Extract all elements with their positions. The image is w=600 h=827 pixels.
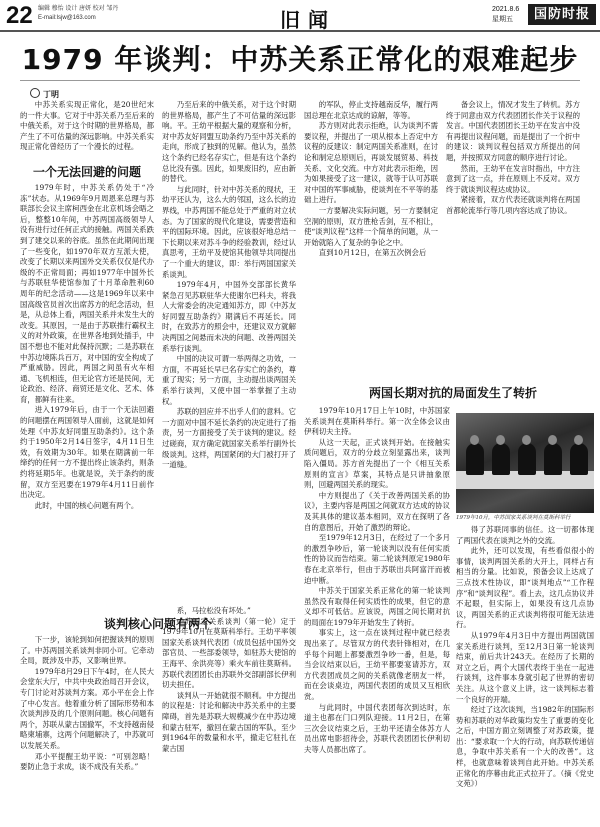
paragraph: 此外，还可以发现，有些看似很小的事情，谈判两国关系的大开上，同样占有相当的分量。比如说，预备会议上达成了三点技术性协议，即“谈判地点”“工作程序”和“谈判议程”。看上去，这几点协议并不起眼，但实际上，如果没有这几点协议，两国关系的正式谈判将很可能无法进行。 xyxy=(456,546,594,630)
paragraph: 1979年8月29日下午4时，在人民大会堂东大厅，中共中央政治局召开会议，专门讨论对苏谈判方案。邓小平在会上作了中心发言。他着重分析了国际形势和本次谈判涉及的几个原则问题。核心问题有两个，苏联从蒙古国撤军，不支持越南侵略柬埔寨，这两个问题解决了，中苏就可以发展关系。 xyxy=(20,666,154,750)
subheading-1: 一个无法回避的问题 xyxy=(32,165,141,179)
paragraph: 经过了这次谈判，当1982年的国际形势和苏联的对华政策均发生了重要的变化之后，中国方面立刻调整了对苏政策，提出：“要求取一个大的行动，向苏联传递信息，争取中苏关系有一个大的改善”。这样，也就意味着谈判自此开始。中苏关系正常化的序幕由此正式拉开了。（摘《党史文苑》） xyxy=(456,705,594,789)
paragraph: 备会议上，情况才发生了转机。苏方终于同意由双方代表团团长作关于议程的发言。中国代表团团长王幼平在发言中没有再提出议程问题，而是提出了一个折中的建议：谈判议程包括双方所提出的问题，并按照双方同意的顺序进行讨论。 xyxy=(446,100,580,162)
column-1-top xyxy=(20,183,154,611)
subheading-3: 两国长期对抗的局面发生了转折 xyxy=(368,386,537,400)
paragraph: 系，马拉松没有坏处。” xyxy=(176,606,251,615)
paragraph: 此时，中国的核心问题有两个。 xyxy=(34,500,139,510)
photo-head-shape xyxy=(548,435,557,445)
author-byline xyxy=(30,88,59,100)
column-4-bottom xyxy=(456,525,594,823)
paragraph: 紧接着，双方代表还就谈判将在两国首都轮流举行等几项内容达成了协议。 xyxy=(446,195,580,215)
column-3-bottom xyxy=(304,406,450,823)
paragraph: 与此同时，针对中苏关系的现状，王幼平还认为，这么大的邻国，这么长的边界线，中苏两国不能总处于严重的对立状态。为了国家的现代化建设，需要营造和平的国际环境。因此，应该很好地总结一下长期以来对苏斗争的经验教训，经过认真思考，王幼平及使馆其他领导共同提出了一个重大的建议，即：举行两国国家关系谈判。 xyxy=(162,184,296,279)
paragraph: 1979年时，中苏关系仍处于“冷冻”状态。从1969年9月周恩来总理与苏联部长会议主席柯西金在北京机场会晤之后，整整10年间，中苏两国高级领导人没有进行过任何正式的接触。两国关系跌到了建交以来的谷底。虽然在此期间出现了一些变化，如1970年双方互派大使，改变了长期以来两国外交关系仅仅是代办级的不正常局面；再如1977年中国外长与苏联驻华使馆参加了十月革命胜利60周年的纪念活动——这是1969年以来中国高级官员首次出席苏方的纪念活动，但是，从总体上看，两国关系并未发生大的改变。其原因，一是由于苏联推行霸权主义的对外政策，在世界各地到处插手，中国不想也不能对此保持沉默；二是苏联在中苏边境陈兵百万，对中国的安全构成了严重威胁。因此，两国之间虽有火车相通、飞机相连，但无论官方还是民间，无论政治、经济、商贸还是文化、艺术、体育，都鲜有往来。 xyxy=(20,183,154,404)
photo-caption: 1979年10月，中苏国家关系谈判在莫斯科举行 xyxy=(456,515,571,521)
paragraph: 下一步，该轮到如何把握谈判的原则了。中苏两国关系谈判非同小可。它牵动全局，既涉及中苏，又影响世界。 xyxy=(20,635,154,666)
intro-text: 中苏关系实现正常化，是20世纪末的一件大事。它对于中苏关系乃至后来的中俄关系，对于这个时期的世界格局，都产生了不可估量的深远影响。中苏关系实现正常化曾经历了一个漫长的过程。 xyxy=(20,100,154,152)
photo-head-shape xyxy=(470,435,479,445)
column-2-top xyxy=(162,100,296,600)
column-3-top xyxy=(304,100,438,378)
page-number: 22 xyxy=(6,2,33,29)
paragraph: 1979年10月17日上午10时，中苏国家关系谈判在莫斯科举行。第一次全体会议由伊利切夫主持。 xyxy=(304,406,450,437)
paragraph: 得了苏联同事的信任。这一切都体现了两国代表在谈判之外的交流。 xyxy=(456,525,594,545)
paragraph: 直到10月12日，在第五次例会后 xyxy=(318,248,427,258)
article-title: 1979 年谈判：中苏关系正常化的艰难起步 xyxy=(21,43,579,76)
photo-person-shape xyxy=(466,443,484,475)
paragraph: 然而，王幼平在发言时指出，中方注意到了这一点，并在原则上不反对。双方终于就谈判议程达成协议。 xyxy=(446,163,580,194)
subheading-2: 谈判核心问题有两个 xyxy=(103,617,212,631)
paragraph: 乃至后来的中俄关系，对于这个时期的世界格局，都产生了不可估量的深远影响。平。王幼平根据大量的观察和分析，对中苏友好同盟互助条约乃至中苏关系的走向，形成了独到的见解。他认为，虽然这个条约已经名存实亡，但是有这个条约总比没有强。因此，如果废旧约，应由新的替代。 xyxy=(162,100,296,184)
paragraph: 邓小平提醒王幼平说：“可别忽略！要防止急于求成，谈不成没有关系。” xyxy=(20,751,154,772)
author-icon xyxy=(30,88,40,98)
paragraph: 中方则提出了《关于改善两国关系的协议》，主要内容是两国之间就双方达成的协议及其具体的建议基本相同，双方在探明了各自的意图后，开始了激烈的辩论。 xyxy=(304,490,450,532)
column-2-bottom xyxy=(162,606,296,823)
paragraph: 至1979年12月3日，在经过了一个多月的激烈争吵后，第一轮谈判以没有任何实质性的协议而告结束。第二轮谈判原定1980年春在北京举行，但由于苏联出兵阿富汗而被迫中断。 xyxy=(304,533,450,585)
paragraph: 中国的决议可谓一举两得之功效，一方面，不再延长早已名存实亡的条约，尊重了现实；另一方面，主动提出谈两国关系举行谈判，又使中国一举掌握了主动权。 xyxy=(162,354,296,406)
section-title: 旧闻 xyxy=(280,8,336,32)
paragraph: 事实上，这一点在谈判过程中就已经表现出来了。尽管双方的代表针锋相对，在几乎每个问题上都要激烈争吵一番，但是，每当会议结束以后，王幼平都要宴请苏方，双方代表团成员之间的关系就像老朋友一样，而在会谈桌边，两国代表团的成员又互相欣赏。 xyxy=(304,628,450,702)
photo-head-shape xyxy=(574,435,583,445)
paragraph: 的军队，停止支持越南反华，履行两国总理在北京达成的谅解，等等。 xyxy=(304,100,438,120)
paragraph: 从1979年4月3日中方提出两国就国家关系进行谈判，至12月3日第一轮谈判结束，前后共计243天。在经历了长期的对立之后，两个大国代表终于坐在一起进行谈判，这件事本身就引起了世界的密切关注。从这个意义上讲，这一谈判标志着一个良好的开端。 xyxy=(456,630,594,704)
photo-person-shape xyxy=(570,443,588,475)
column-1-bottom xyxy=(20,635,154,823)
paragraph: 中苏国家关系谈判（第一轮）定于1979年10月在莫斯科举行。王幼平率领国家关系谈判代表团（成员包括中国外交部官员、一些部委领导，如驻苏大使馆的王海平、余洪亮等）乘火车前往莫斯科。苏联代表团团长由苏联外交部副部长伊利切夫担任。 xyxy=(162,616,296,690)
editor-credits-line: 编辑 穆怡 设计 唐妍 校对 邹丹 xyxy=(38,6,119,12)
paragraph: 一方要解决实际问题，另一方要制定空洞的原则，双方胜枪舌剑，互不相让，使“谈判议程”这样一个简单的问题，从一开始就陷入了复杂的争论之中。 xyxy=(304,205,438,247)
page-header xyxy=(0,0,600,32)
paragraph: 1979年4月，中国外交部部长黄华紧急召见苏联驻华大使谢尔巴科夫，将我人大常委会的决定通知苏方，即《中苏友好同盟互助条约》期满后不再延长。同时，在致苏方的照会中，还建议双方就解决两国之间悬而未决的问题、改善两国关系举行谈判。 xyxy=(162,280,296,353)
paragraph: 进入1979年后，由于一个无法回避的问题摆在两国领导人面前，这就是如何处理《中苏友好同盟互助条约》。这个条约于1950年2月14日签字，4月11日生效，有效期为30年。如果在期满前一年缔约的任何一方不提出终止该条约，则条约将延期5年。也就是说，关于条约的废留，双方至迟要在1979年4月11日前作出决定。 xyxy=(20,405,154,500)
photo-head-shape xyxy=(496,435,505,445)
negotiation-photo xyxy=(456,413,594,513)
newspaper-logo: 国防时报 xyxy=(528,4,596,25)
photo-head-shape xyxy=(522,435,531,445)
photo-person-shape xyxy=(518,443,536,475)
paragraph: 谈判从一开始就很不顺利。中方提出的议程是：讨论和解决中苏关系中的主要障碍，首先是苏联大规模减少在中苏边境和蒙古驻军，撤回在蒙古国的军队，至少到1964年的数量和水平，撤走它驻扎在蒙古国 xyxy=(162,690,296,753)
date-text: 2021.8.6 xyxy=(492,6,520,13)
paragraph: 与此同时，中国代表团每次到达时，东道主也都在门口列队迎接。11月2日，在第三次会议结束之后，王幼平还请全体苏方人员出席电影招待会，苏联代表团团长伊利切夫等人员都出席了。 xyxy=(304,702,450,754)
intro-paragraph xyxy=(20,100,154,162)
photo-person-shape xyxy=(544,443,562,475)
paragraph: 从这一天起，正式谈判开始。在接触实质问题后，双方的分歧立刻显露出来，谈判陷入僵局。苏方首先提出了一个《相互关系原则的宣言》草案，其特点是只讲抽象原则，回避两国关系的现实。 xyxy=(304,437,450,490)
paragraph: 中苏关于国家关系正常化的第一轮谈判虽然没有取得任何实质性的成果，但它的意义却不可低估。应该说，两国之间长期对抗的局面在1979年开始发生了转折。 xyxy=(304,586,450,627)
author-name: 丁明 xyxy=(43,89,59,99)
issue-date xyxy=(492,5,519,25)
weekday-text: 星期五 xyxy=(492,16,513,23)
paragraph: 苏方则对此表示拒绝，认为谈判不需要议程，并提出了一项从根本上否定中方议程的反建议：制定两国关系准则，在讨论和制定总原则后，再谈发展贸易、科技关系、文化交流。中方对此表示拒绝，因为如果接受了这一建议，就等于认可苏联对中国的军事威胁，使谈判在不平等的基础上进行。 xyxy=(304,121,438,205)
title-divider xyxy=(20,80,580,81)
editor-credits xyxy=(38,5,118,23)
photo-person-shape xyxy=(492,443,510,475)
editor-email: E-mail:lsjw@163.com xyxy=(38,15,96,21)
column-4-top xyxy=(446,100,580,378)
paragraph: 苏联的回应并不出乎人们的意料。它一方面对中国不延长条约的决定进行了指责，另一方面接受了关于谈判的建议。经过磋商，双方确定就国家关系举行副外长级谈判。这样，两国紧闭的大门被打开了一道缝。 xyxy=(162,407,296,470)
